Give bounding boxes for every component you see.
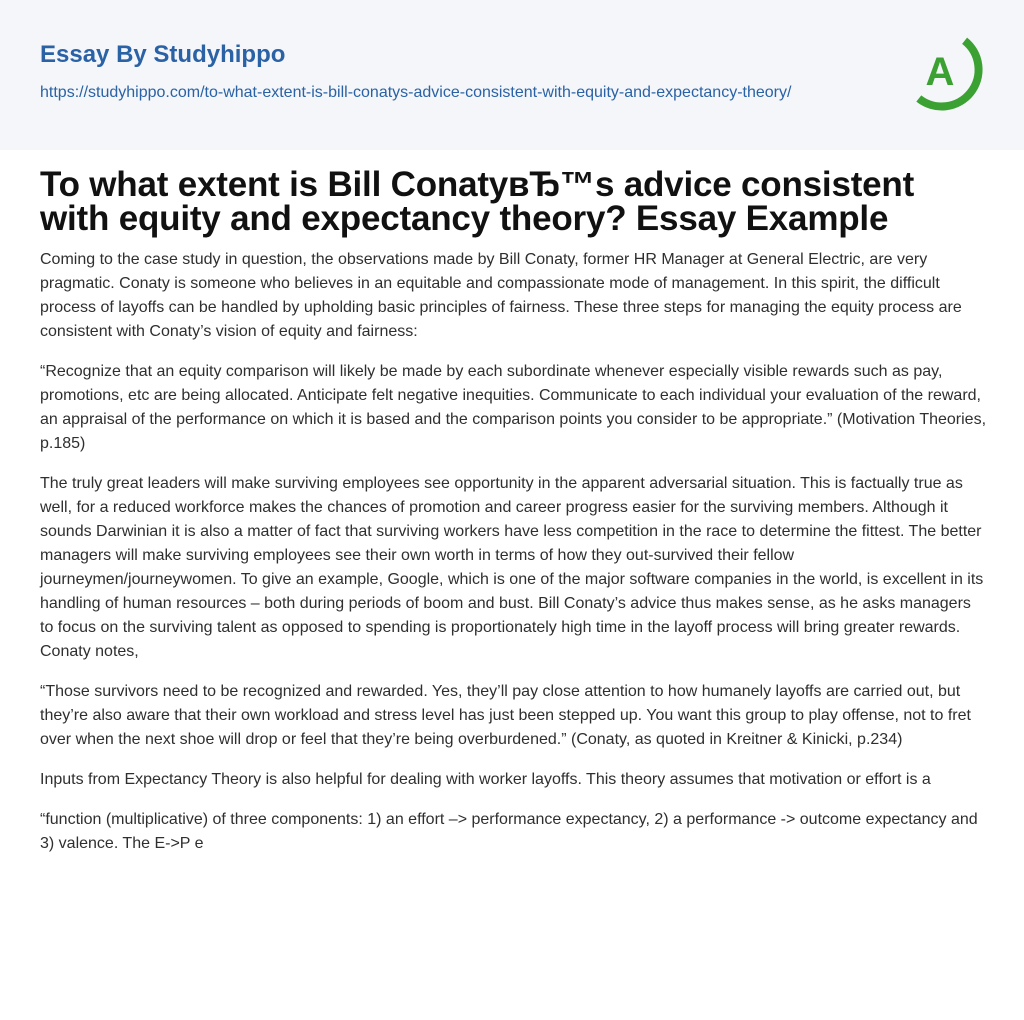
essay-paragraph: Inputs from Expectancy Theory is also helpful for dealing with worker layoffs. This theory assumes that motivation or effort is a [40,771,931,788]
source-url-link[interactable]: https://studyhippo.com/to-what-extent-is-bill-conatys-advice-consistent-with-equity-and-expectancy-theory/ [40,84,792,101]
essay-title: To what extent is Bill ConatyвЂ™s advice consistent with equity and expectancy theory? Essay Example [40,165,915,238]
essay-quote: “Recognize that an equity comparison will likely be made by each subordinate whenever especially visible rewards such as pay, promotions, etc are being allocated. Anticipate felt negative inequities. Communicate to each individual your evaluation of the reward, an appraisal of the performance on which it is based and the comparison points you consider to be appropriate.” (Motivation Theories, p.185) [40,363,987,452]
logo-letter: A [925,50,955,94]
essay-article [40,165,987,872]
site-brand[interactable]: Essay By Studyhippo [40,41,286,68]
studyhippo-logo-icon[interactable] [908,28,988,116]
essay-paragraph: The truly great leaders will make surviving employees see opportunity in the apparent adversarial situation. This is factually true as well, for a reduced workforce makes the chances of promotion and career progress easier for the surviving members. Although it sounds Darwinian it is also a matter of fact that surviving workers have less competition in the race to determine the fittest. The better managers will make surviving employees see their own worth in terms of how they out-survived their fellow journeymen/journeywomen. To give an example, Google, which is one of the major software companies in the world, is excellent in its handling of human resources – both during periods of boom and bust. Bill Conaty’s advice thus makes sense, as he asks managers to focus on the surviving talent as opposed to spending is proportionately high time in the layoff process will bring greater rewards. Conaty notes, [40,475,984,660]
site-header [0,0,1024,150]
essay-paragraph: Coming to the case study in question, the observations made by Bill Conaty, former HR Manager at General Electric, are very pragmatic. Conaty is someone who believes in an equitable and compassionate mode of management. In this spirit, the difficult process of layoffs can be handled by upholding basic principles of fairness. These three steps for managing the equity process are consistent with Conaty’s vision of equity and fairness: [40,251,962,340]
essay-quote: “function (multiplicative) of three components: 1) an effort –> performance expectancy, 2) a performance -> outcome expectancy and 3) valence. The E->P e [40,811,978,852]
essay-quote: “Those survivors need to be recognized and rewarded. Yes, they’ll pay close attention to how humanely layoffs are carried out, but they’re also aware that their own workload and stress level has just been stepped up. You want this group to play offense, not to fret over when the next shoe will drop or feel that they’re being overburdened.” (Conaty, as quoted in Kreitner & Kinicki, p.234) [40,683,971,748]
